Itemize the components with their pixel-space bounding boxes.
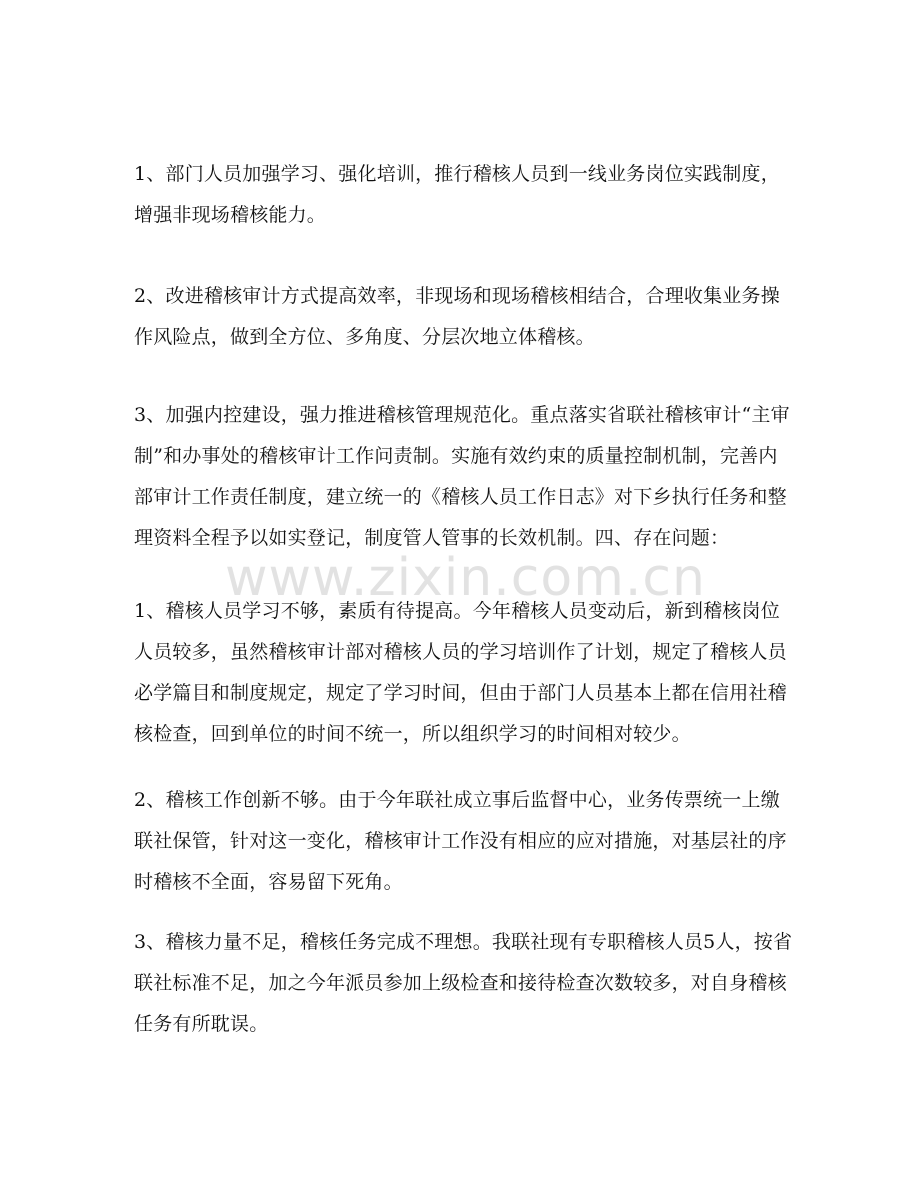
paragraph-2: 2、改进稽核审计方式提高效率，非现场和现场稽核相结合，合理收集业务操作风险点，做到全方位、多角度、分层次地立体稽核。 bbox=[134, 285, 780, 348]
paragraph-5: 2、稽核工作创新不够。由于今年联社成立事后监督中心，业务传票统一上缴联社保管，针对这一变化，稽核审计工作没有相应的应对措施，对基层社的序时稽核不全面，容易留下死角。 bbox=[134, 789, 787, 893]
paragraph-1: 1、部门人员加强学习、强化培训，推行稽核人员到一线业务岗位实践制度，增强非现场稽核能力。 bbox=[134, 163, 780, 226]
paragraph-3: 3、加强内控建设，强力推进稽核管理规范化。重点落实省联社稽核审计“主审制”和办事处的稽核审计工作问责制。实施有效约束的质量控制机制，完善内部审计工作责任制度，建立统一的《稽核人员工作日志》对下乡执行任务和整理资料全程予以如实登记，制度管人管事的长效机制。四、存在问题： bbox=[134, 404, 790, 549]
watermark: www.zixin.com.cn bbox=[225, 548, 706, 608]
paragraph-6: 3、稽核力量不足，稽核任务完成不理想。我联社现有专职稽核人员5人，按省联社标准不足，加之今年派员参加上级检查和接待检查次数较多，对自身稽核任务有所耽误。 bbox=[134, 931, 793, 1035]
paragraph-4: 1、稽核人员学习不够，素质有待提高。今年稽核人员变动后，新到稽核岗位人员较多，虽然稽核审计部对稽核人员的学习培训作了计划，规定了稽核人员必学篇目和制度规定，规定了学习时间，但由于部门人员基本上都在信用社稽核检查，回到单位的时间不统一，所以组织学习的时间相对较少。 bbox=[134, 600, 787, 745]
